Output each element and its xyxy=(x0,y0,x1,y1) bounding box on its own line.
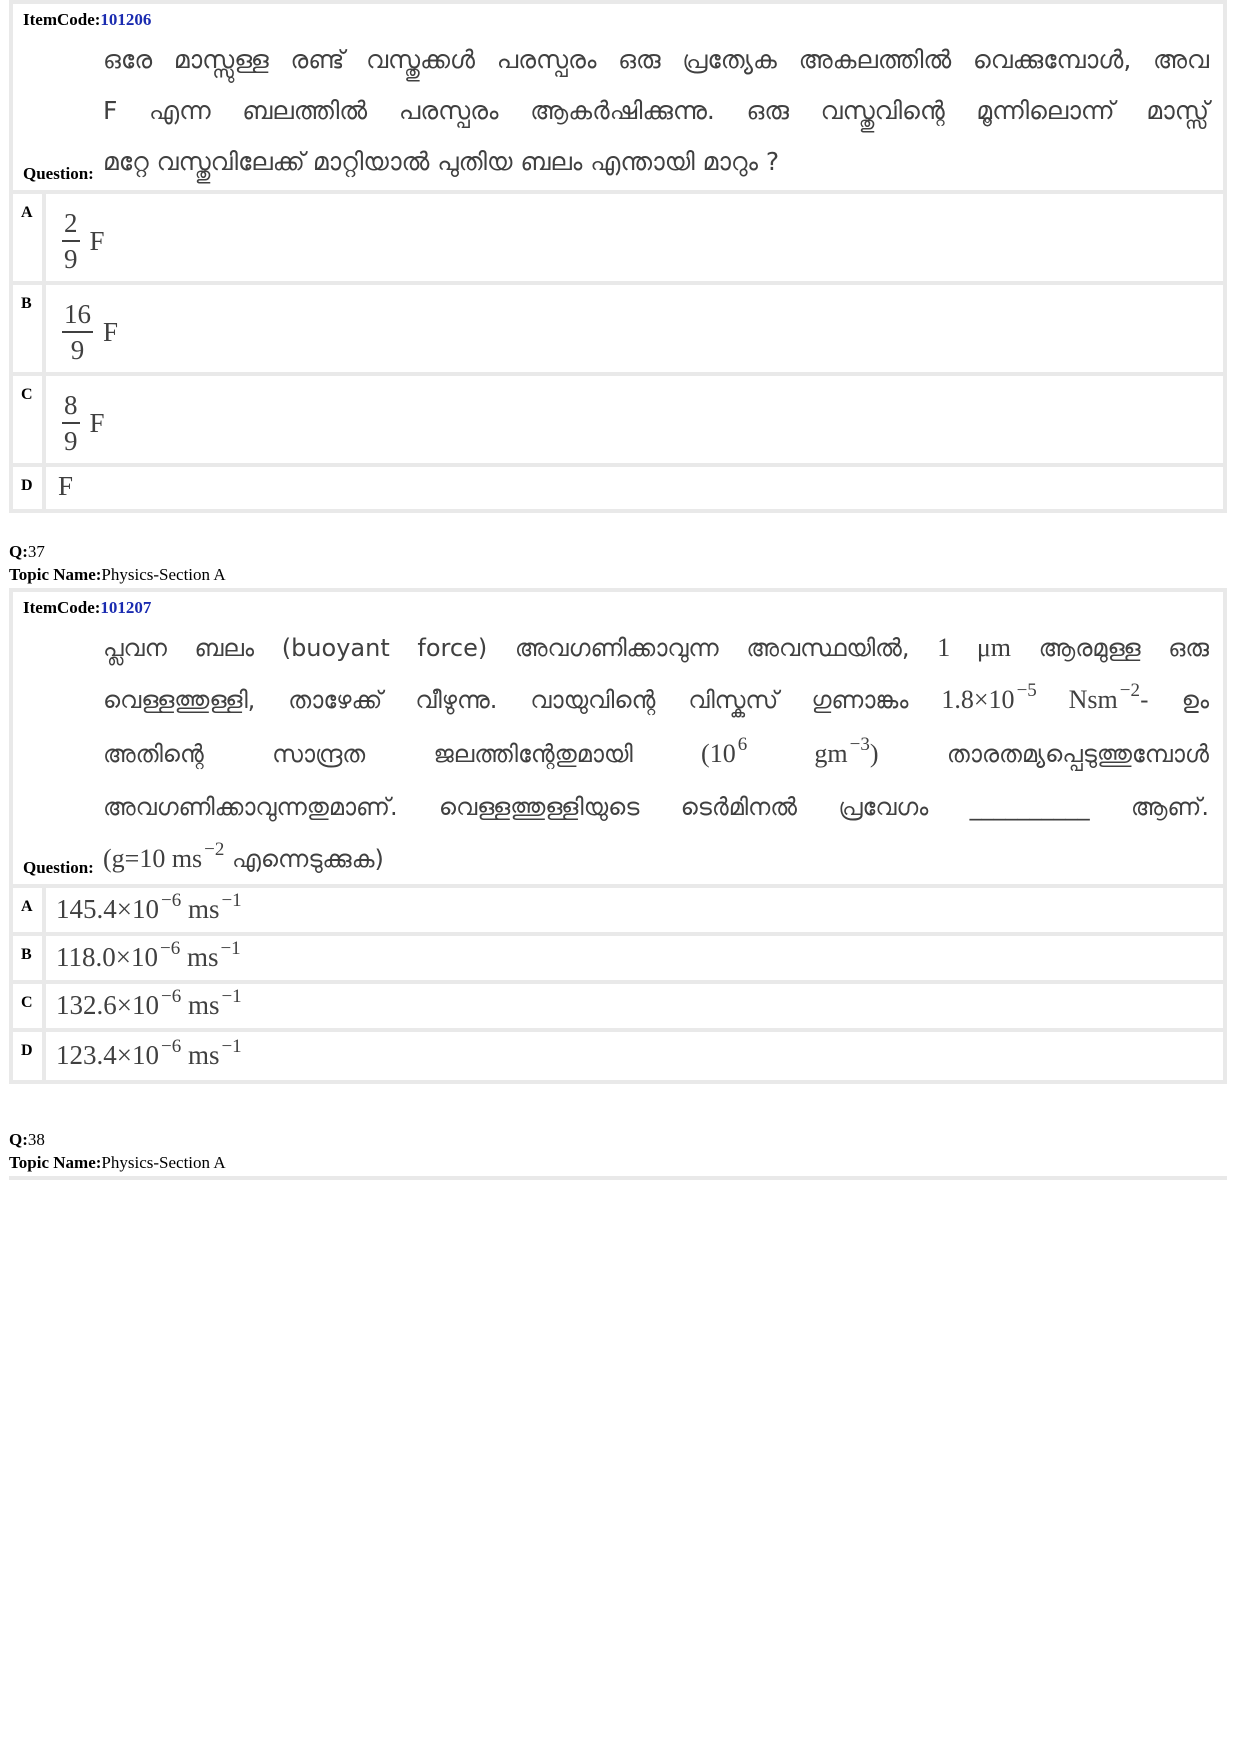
math-paren: ) xyxy=(869,739,879,768)
topic-label: Topic Name: xyxy=(9,1153,102,1172)
math-unit: ms xyxy=(181,1040,220,1070)
math-value: (10 xyxy=(701,739,736,768)
text-segment: താരതമ്യപ്പെടുത്തുമ്പോൾ xyxy=(878,740,1209,768)
question-label: Question: xyxy=(23,164,94,183)
question-cell xyxy=(13,592,1223,884)
item-code-value: 101207 xyxy=(100,598,152,617)
question-label: Question: xyxy=(23,858,94,877)
question-line xyxy=(103,728,1209,782)
text-segment: പ്ലവന ബലം (buoyant force) അവഗണിക്കാവുന്ന അവസ്ഥയിൽ, xyxy=(103,634,938,662)
question-line xyxy=(103,833,1209,887)
question-line: ഒരേ മാസ്സുള്ള രണ്ട് വസ്തുക്കൾ പരസ്പരം ഒരു പ്രത്യേക അകലത്തിൽ വെക്കുമ്പോൾ, അവ xyxy=(103,45,1209,74)
option-formula xyxy=(62,297,118,367)
item-code xyxy=(23,10,151,30)
question-number xyxy=(9,1130,45,1150)
question-line: F എന്ന ബലത്തിൽ പരസ്പരം ആകർഷിക്കുന്നു. ഒരു വസ്തുവിന്റെ മൂന്നിലൊന്ന് മാസ്സ് xyxy=(103,96,1209,125)
text-segment: അതിന്റെ സാന്ദ്രത ജലത്തിന്റേതുമായി xyxy=(103,740,702,768)
item-code-value: 101206 xyxy=(100,10,152,29)
denominator: 9 xyxy=(70,335,85,365)
exponent: 6 xyxy=(737,734,748,755)
math-value: 123.4×10 xyxy=(56,1040,159,1070)
section-divider xyxy=(9,1176,1227,1180)
exponent: −6 xyxy=(160,890,182,911)
item-code xyxy=(23,598,151,618)
math-value: 1.8×10 xyxy=(941,685,1015,714)
option-letter: D xyxy=(13,1032,42,1080)
question-number xyxy=(9,542,45,562)
q-label: Q: xyxy=(9,542,28,561)
unit: F xyxy=(103,316,119,347)
unit: F xyxy=(89,407,105,438)
question-block-101207 xyxy=(9,588,1227,1084)
option-formula xyxy=(56,986,242,1021)
option-body xyxy=(46,888,1223,932)
option-body xyxy=(46,285,1223,372)
option-c[interactable] xyxy=(13,984,1223,1028)
question-text xyxy=(103,622,1209,887)
math-value: 118.0×10 xyxy=(56,942,158,972)
option-letter: C xyxy=(13,984,42,1028)
exponent: −2 xyxy=(204,839,225,860)
fraction xyxy=(62,206,80,276)
question-line: അവഗണിക്കാവുന്നതുമാണ്. വെള്ളത്തുള്ളിയുടെ ടെർമിനൽ പ്രവേഗം __________ ആണ്. xyxy=(103,793,1209,821)
fraction xyxy=(62,388,80,458)
math-unit: ms xyxy=(181,894,220,924)
math-unit: ms xyxy=(180,942,219,972)
option-letter: A xyxy=(13,194,42,281)
topic-value: Physics-Section A xyxy=(101,565,226,584)
option-body xyxy=(46,936,1223,980)
topic-name xyxy=(9,565,226,585)
option-formula xyxy=(62,206,105,276)
option-formula xyxy=(56,938,241,973)
option-letter: D xyxy=(13,467,42,509)
question-cell xyxy=(13,4,1223,190)
option-body xyxy=(46,984,1223,1028)
topic-name xyxy=(9,1153,226,1173)
option-body xyxy=(46,467,1223,509)
question-line: മറ്റേ വസ്തുവിലേക്ക് മാറ്റിയാൽ പുതിയ ബലം എന്തായി മാറും ? xyxy=(103,147,780,176)
option-d[interactable] xyxy=(13,467,1223,509)
q-number: 38 xyxy=(27,1130,45,1149)
exponent: −3 xyxy=(849,734,870,755)
math-value: 132.6×10 xyxy=(56,990,159,1020)
option-letter: C xyxy=(13,376,42,463)
option-letter: A xyxy=(13,888,42,932)
math-segment xyxy=(701,734,879,768)
option-formula xyxy=(56,890,242,925)
option-body xyxy=(46,376,1223,463)
option-a[interactable] xyxy=(13,194,1223,281)
option-letter: B xyxy=(13,285,42,372)
exponent: −5 xyxy=(1016,680,1037,701)
numerator: 16 xyxy=(64,299,91,329)
option-b[interactable] xyxy=(13,936,1223,980)
text-segment: വെള്ളത്തുള്ളി, താഴേക്ക് വീഴുന്നു. വായുവിന്റെ വിസ്കസ് ഗുണാങ്കം xyxy=(103,686,942,714)
math-segment: 1 μm xyxy=(937,633,1011,662)
unit: F xyxy=(89,225,105,256)
exponent: −2 xyxy=(1119,680,1140,701)
question-line xyxy=(103,674,1209,728)
math-value: 145.4×10 xyxy=(56,894,159,924)
q-number: 37 xyxy=(27,542,45,561)
exponent: −1 xyxy=(221,986,242,1007)
math-unit: gm xyxy=(747,739,848,768)
text-segment: - ഉം xyxy=(1140,686,1210,714)
math-value: (g=10 ms xyxy=(103,844,203,873)
text-segment: എന്നെടുക്കുക) xyxy=(224,845,384,873)
exponent: −6 xyxy=(160,986,182,1007)
math-unit: ms xyxy=(181,990,220,1020)
math-segment xyxy=(103,839,225,873)
question-text xyxy=(103,34,1209,187)
exponent: −1 xyxy=(221,1036,242,1057)
numerator: 2 xyxy=(64,208,78,238)
exponent: −6 xyxy=(160,1036,182,1057)
option-formula xyxy=(62,388,105,458)
topic-label: Topic Name: xyxy=(9,565,102,584)
denominator: 9 xyxy=(64,244,78,274)
denominator: 9 xyxy=(64,426,78,456)
option-body xyxy=(46,1032,1223,1080)
option-b[interactable] xyxy=(13,285,1223,372)
exponent: −6 xyxy=(159,938,181,959)
question-block-101206 xyxy=(9,0,1227,513)
option-d[interactable] xyxy=(13,1032,1223,1080)
numerator: 8 xyxy=(64,390,78,420)
option-formula xyxy=(56,1036,242,1071)
item-code-label: ItemCode: xyxy=(23,10,101,29)
option-a[interactable] xyxy=(13,888,1223,932)
fraction xyxy=(62,297,93,367)
question-line xyxy=(103,622,1209,674)
topic-value: Physics-Section A xyxy=(101,1153,226,1172)
item-code-label: ItemCode: xyxy=(23,598,101,617)
option-body xyxy=(46,194,1223,281)
text-segment: ആരമുള്ള ഒരു xyxy=(1010,634,1209,662)
option-letter: B xyxy=(13,936,42,980)
option-text: F xyxy=(58,471,74,501)
exponent: −1 xyxy=(220,938,241,959)
math-segment xyxy=(941,680,1140,714)
math-unit: Nsm xyxy=(1036,685,1118,714)
option-c[interactable] xyxy=(13,376,1223,463)
exponent: −1 xyxy=(221,890,242,911)
q-label: Q: xyxy=(9,1130,28,1149)
